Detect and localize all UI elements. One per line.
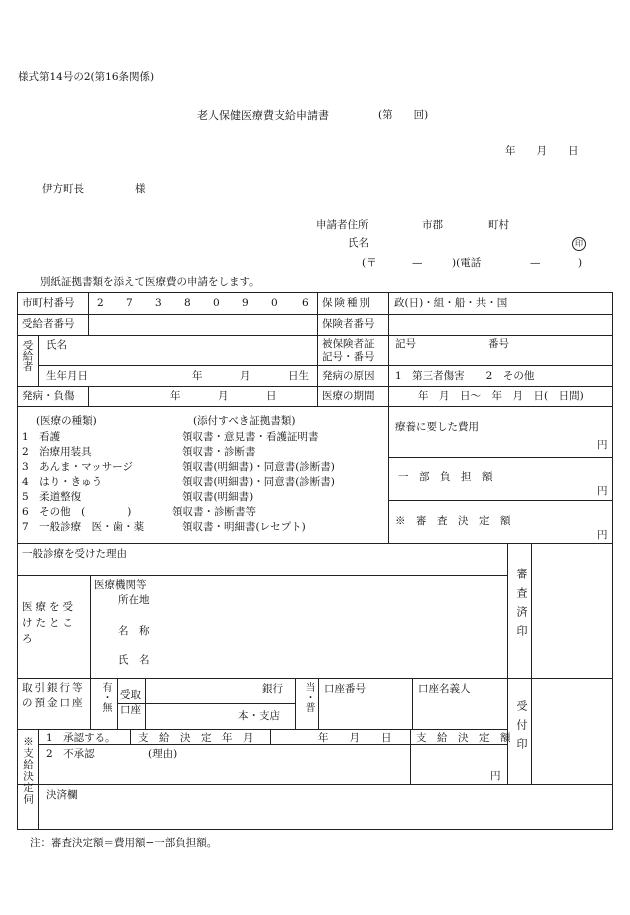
evidence-doc-header: (添付すべき証拠書類) xyxy=(193,415,296,427)
evidence-doc-item: 領収書(明細書) xyxy=(182,491,254,503)
form-number: 様式第14号の2(第16条関係) xyxy=(18,71,155,83)
general-treatment-reason-field[interactable] xyxy=(19,562,505,574)
medical-type-item[interactable]: 6 その他 ( ) xyxy=(22,506,132,518)
birth-year-unit: 年 xyxy=(192,370,203,382)
application-date: 年 月 日 xyxy=(505,145,579,157)
partial-payment-yen: 円 xyxy=(597,485,608,497)
birth-day-unit: 日生 xyxy=(288,370,309,382)
account-holder-label: 口座名義人 xyxy=(418,683,471,695)
medical-type-header: (医療の種類) xyxy=(36,415,97,427)
bank-account-label: 取引銀行等の預金口座 xyxy=(22,682,85,709)
medical-cost-label: 療養に要した費用 xyxy=(395,421,479,433)
form-title: 老人保健医療費支給申請書 xyxy=(197,109,329,122)
medical-period-value[interactable]: 年 月 日〜 年 月 日( 日間) xyxy=(418,390,584,402)
phone-label: )(電話 xyxy=(452,257,482,269)
phone-close: ) xyxy=(578,257,583,269)
addressee: 伊方町長 xyxy=(42,183,84,195)
applicant-name-label: 氏名 xyxy=(348,237,369,249)
account-number-label: 口座番号 xyxy=(324,683,366,695)
account-type-options[interactable]: 当・普 xyxy=(303,682,314,712)
bank-name-suffix: 銀行 xyxy=(262,683,283,695)
medical-type-item[interactable]: 5 柔道整復 xyxy=(22,491,82,503)
reject-option[interactable]: 2 不承認 xyxy=(46,748,95,760)
treatment-place-label: 医療を受けたところ xyxy=(22,601,76,645)
digit: 6 xyxy=(302,297,309,309)
approve-option[interactable]: 1 承認する。 xyxy=(46,732,116,744)
partial-payment-label: 一 部 負 担 額 xyxy=(398,471,493,483)
receipt-stamp-label: 受付印 xyxy=(515,700,528,757)
insurance-type-options[interactable]: 政(日)・組・船・共・国 xyxy=(394,297,508,309)
municipality-number-label: 市町村番号 xyxy=(22,297,75,309)
onset-year-unit: 年 xyxy=(170,390,181,402)
branch-suffix: 本・支店 xyxy=(238,710,280,722)
payment-decision-label: ※支給決定伺 xyxy=(22,736,34,805)
recipient-number-field[interactable] xyxy=(90,316,316,334)
decision-amount-label: 支 給 決 定 額 xyxy=(416,732,511,744)
postal-dash: — xyxy=(412,257,423,269)
decision-amount-yen: 円 xyxy=(490,770,501,782)
receiving-account-label: 受取口座 xyxy=(120,689,141,716)
intro-text: 別紙証拠書類を添えて医療費の申請をします。 xyxy=(40,276,260,288)
medical-cost-yen: 円 xyxy=(597,439,608,451)
digit: 7 xyxy=(126,297,133,309)
onset-day-unit: 日 xyxy=(266,390,277,402)
insurer-number-field[interactable] xyxy=(390,316,612,334)
birth-month-unit: 月 xyxy=(240,370,251,382)
medical-type-item[interactable]: 4 はり・きゅう xyxy=(22,476,103,488)
onset-cause-options[interactable]: 1 第三者傷害 2 その他 xyxy=(395,370,535,382)
recipient-name-label: 氏名 xyxy=(46,339,67,351)
evidence-doc-item: 領収書(明細書)・同意書(診断書) xyxy=(182,461,335,473)
insurer-number-label: 保険者番号 xyxy=(322,318,375,330)
medical-type-item[interactable]: 2 治療用装具 xyxy=(22,446,92,458)
evidence-doc-item: 領収書・意見書・看護証明書 xyxy=(182,431,319,443)
institution-location-label: 所在地 xyxy=(118,594,150,606)
evidence-doc-item: 領収書・診断書等 xyxy=(172,506,256,518)
footnote: 注：審査決定額＝費用額−一部負担額。 xyxy=(30,837,218,849)
medical-type-item[interactable]: 1 看護 xyxy=(22,431,61,443)
review-amount-label: ※ 審 査 決 定 額 xyxy=(395,515,511,527)
insurance-type-label: 保険種別 xyxy=(322,297,372,309)
insurance-cert-label-2: 記号・番号 xyxy=(322,351,375,363)
medical-period-label: 医療の期間 xyxy=(322,390,375,402)
reject-reason-label: (理由) xyxy=(148,748,178,760)
recipient-name-field[interactable] xyxy=(40,352,316,364)
review-amount-yen: 円 xyxy=(597,529,608,541)
evidence-doc-item: 領収書(明細書)・同意書(診断書) xyxy=(182,476,335,488)
medical-type-item[interactable]: 7 一般診療 医・歯・薬 xyxy=(22,521,145,533)
doctor-name-label: 氏 名 xyxy=(118,654,150,666)
decision-date-value[interactable]: 年 月 日 xyxy=(318,732,392,744)
medical-type-item[interactable]: 3 あんま・マッサージ xyxy=(22,461,134,473)
recipient-number-label: 受給者番号 xyxy=(22,318,75,330)
cert-symbol-label: 記号 xyxy=(395,338,416,350)
general-treatment-reason-label: 一般診療を受けた理由 xyxy=(22,548,127,560)
onset-month-unit: 月 xyxy=(218,390,229,402)
review-stamp-label: 審査済印 xyxy=(515,568,528,644)
onset-label: 発病・負傷 xyxy=(22,390,75,402)
medical-institution-label: 医療機関等 xyxy=(94,579,147,591)
city-gun-label: 市郡 xyxy=(422,219,443,231)
digit: 2 xyxy=(97,297,104,309)
phone-dash: — xyxy=(530,257,541,269)
digit: 0 xyxy=(213,297,220,309)
digit: 3 xyxy=(155,297,162,309)
digit: 9 xyxy=(242,297,249,309)
town-village-label: 町村 xyxy=(488,219,509,231)
birth-date-label: 生年月日 xyxy=(46,370,88,382)
evidence-doc-item: 領収書・明細書(レセプト) xyxy=(182,521,306,533)
applicant-address-label: 申請者住所 xyxy=(316,219,369,231)
insurance-cert-label-1: 被保険者証 xyxy=(322,338,375,350)
recipient-section-label: 受給者 xyxy=(21,340,34,372)
institution-name-label: 名 称 xyxy=(118,625,150,637)
evidence-doc-item: 領収書・診断書 xyxy=(182,446,256,458)
cert-number-label: 番号 xyxy=(488,338,509,350)
onset-cause-label: 発病の原因 xyxy=(322,370,375,382)
settlement-label: 決済欄 xyxy=(46,789,78,801)
addressee-honorific: 様 xyxy=(135,183,146,195)
application-times: (第 回) xyxy=(378,109,429,121)
postal-code-open: (〒 xyxy=(362,257,377,269)
account-exists-options[interactable]: 有・無 xyxy=(100,682,111,712)
digit: 0 xyxy=(271,297,278,309)
digit: 8 xyxy=(184,297,191,309)
decision-date-label: 支 給 決 定 年 月 xyxy=(138,732,254,744)
seal-mark: 印 xyxy=(572,237,586,251)
